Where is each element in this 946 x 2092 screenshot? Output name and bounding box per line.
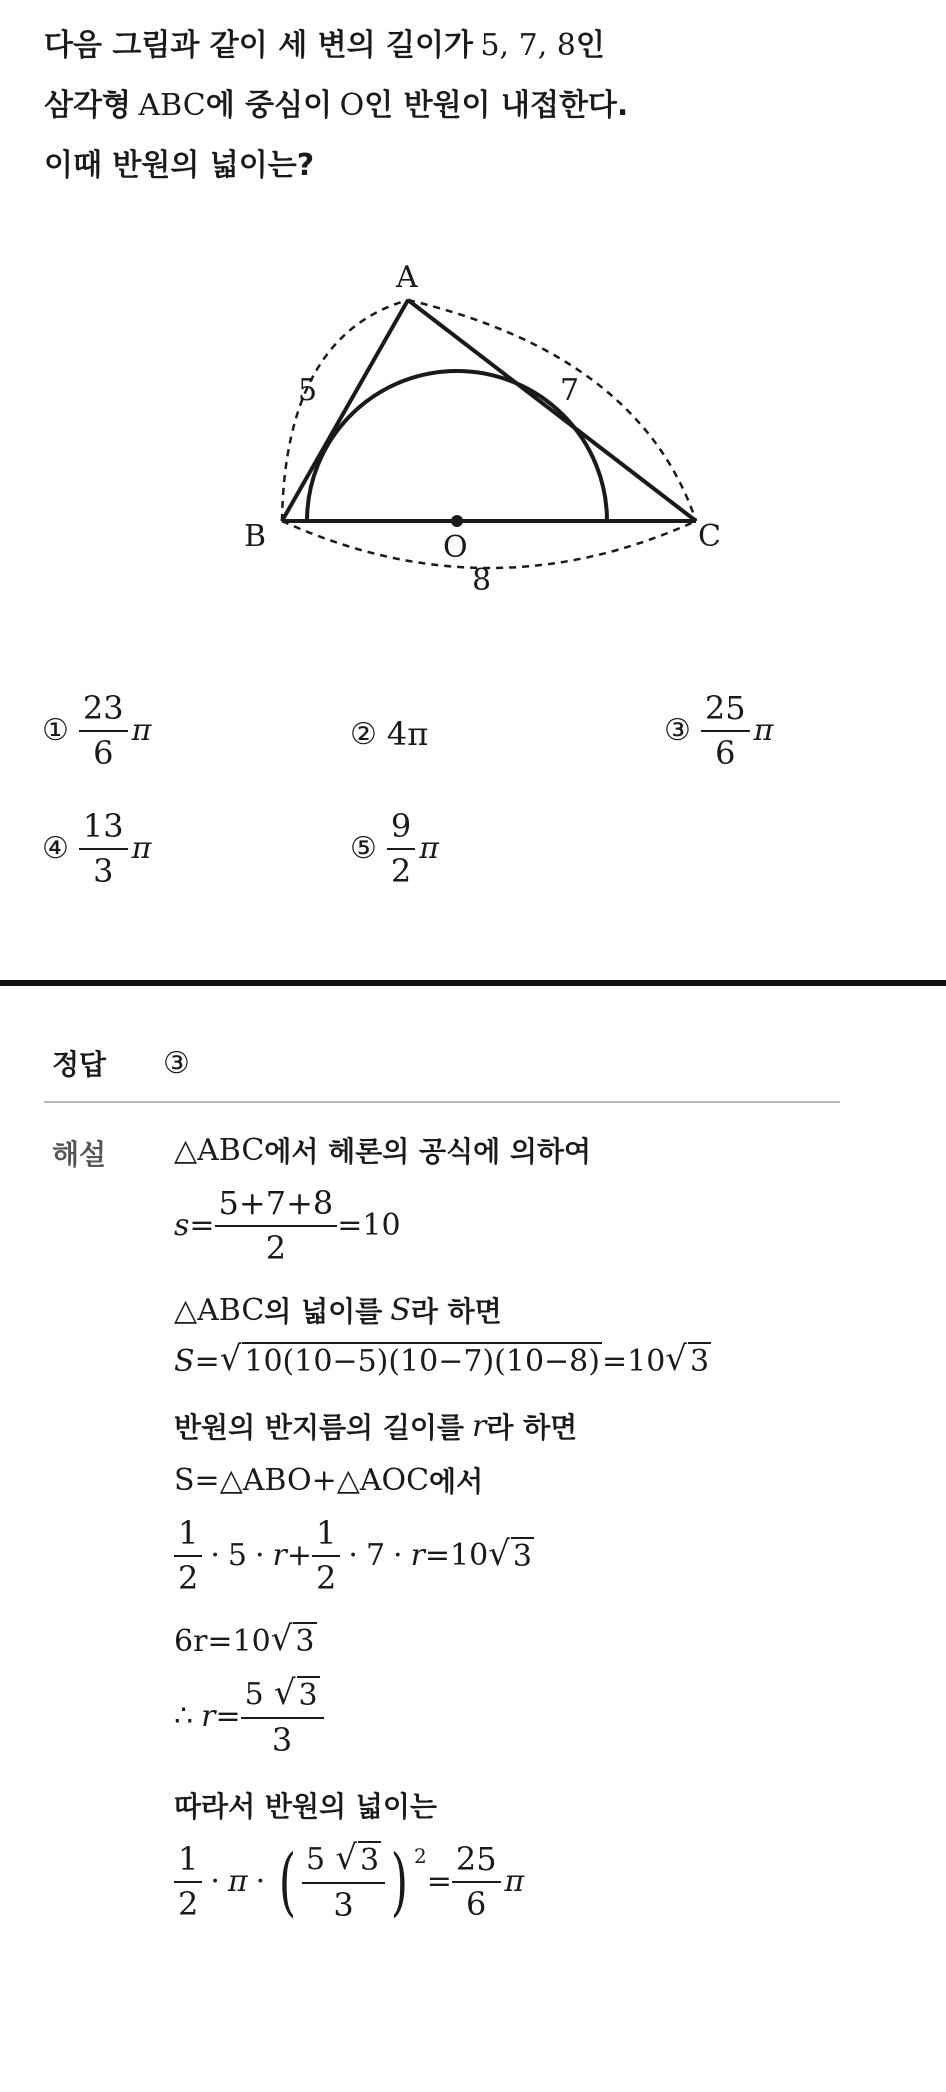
solution-line-6 <box>174 1460 483 1500</box>
square-root: √ 3 <box>665 1339 710 1379</box>
side-ab <box>282 300 408 521</box>
vertex-label-b: B <box>244 519 267 554</box>
radicand: 3 <box>298 1678 318 1713</box>
denominator: 6 <box>466 1884 487 1923</box>
side-label-ac: 7 <box>560 373 580 408</box>
math: = <box>189 1208 215 1244</box>
math-var: r <box>201 1699 216 1735</box>
fraction-bar <box>241 1717 324 1719</box>
math: S=△ABO+△AOC <box>174 1462 430 1498</box>
numerator: 5 √ 3 <box>306 1838 380 1878</box>
radicand: 3 <box>359 1843 380 1878</box>
fraction-bar <box>215 1225 338 1227</box>
math: 6r=10 <box>174 1623 271 1659</box>
solution-line-4 <box>174 1339 711 1380</box>
math-var: r <box>272 1538 287 1574</box>
question-text: 에 중심이 <box>205 88 333 123</box>
math-var: S <box>390 1292 411 1328</box>
denominator: 2 <box>178 1884 199 1923</box>
radicand: 3 <box>689 1344 710 1379</box>
denominator: 2 <box>316 1558 337 1597</box>
choice-value: 4π <box>386 715 429 753</box>
side-lengths: 5, 7, 8 <box>480 28 576 63</box>
denominator: 2 <box>178 1558 199 1597</box>
pi-symbol: π <box>504 1864 525 1900</box>
fraction-bar <box>79 848 128 850</box>
choice-2[interactable] <box>350 715 428 753</box>
solution-text: 라 하면 <box>410 1295 502 1328</box>
math: =10 <box>424 1538 489 1574</box>
vertex-label-a: A <box>396 260 418 295</box>
math: = <box>194 1343 220 1379</box>
denominator: 6 <box>93 733 114 772</box>
fraction-bar <box>302 1882 385 1884</box>
choice-4[interactable] <box>42 808 151 890</box>
center-point <box>451 515 463 527</box>
fraction <box>174 1515 202 1597</box>
fraction <box>452 1841 501 1923</box>
question-text: 이때 반원의 넓이는? <box>44 148 315 183</box>
center-name: O <box>339 88 365 123</box>
square-root: √ 3 <box>273 1673 318 1713</box>
denominator: 6 <box>715 733 736 772</box>
side-ac <box>408 300 696 521</box>
pi-symbol: π <box>753 713 774 749</box>
solution-label: 해설 <box>52 1138 107 1171</box>
radicand: 3 <box>512 1538 532 1574</box>
numerator: 25 <box>455 1840 497 1879</box>
choice-mark: ③ <box>664 713 691 749</box>
side-label-bc: 8 <box>472 563 492 598</box>
fraction-bar <box>387 848 415 850</box>
solution-text: 라 하면 <box>486 1411 578 1444</box>
math: 5 <box>227 1538 247 1574</box>
pi-symbol: π <box>131 831 152 867</box>
math: △ABC <box>174 1132 265 1168</box>
numerator: 23 <box>82 689 124 727</box>
square-root: √ 3 <box>335 1838 380 1878</box>
choice-fraction <box>701 690 750 772</box>
choice-mark: ② <box>350 716 377 752</box>
choice-1[interactable] <box>42 690 151 772</box>
math: = <box>215 1699 241 1735</box>
square-root: √ 3 <box>488 1533 532 1574</box>
numerator: 25 <box>704 689 746 727</box>
fraction <box>215 1185 338 1267</box>
solution-line-8 <box>174 1619 317 1660</box>
choice-fraction <box>79 690 128 772</box>
numerator: 5 √ 3 <box>244 1673 318 1713</box>
math: =10 <box>601 1343 666 1379</box>
fraction <box>302 1840 385 1924</box>
numerator: 1 <box>316 1514 337 1552</box>
question-text: 인 반원이 내접한다. <box>364 88 629 123</box>
choice-mark: ⑤ <box>350 831 377 867</box>
solution-text: 반원의 반지름의 길이를 <box>174 1411 464 1444</box>
choice-mark: ① <box>42 713 69 749</box>
denominator: 3 <box>93 851 114 890</box>
vertex-label-c: C <box>698 519 721 554</box>
square-root: √ 3 <box>270 1619 315 1659</box>
square-root: √ 10(10−5)(10−7)(10−8) <box>219 1339 600 1379</box>
fraction <box>312 1515 340 1597</box>
question-line-2 <box>44 86 628 126</box>
denominator: 2 <box>265 1228 287 1267</box>
math-var: r <box>471 1408 487 1444</box>
answer-label: 정답 <box>52 1048 107 1081</box>
numerator: 9 <box>390 807 412 845</box>
solution-line-1 <box>174 1130 591 1170</box>
question-line-1 <box>44 26 605 66</box>
pi-symbol: π <box>419 831 439 867</box>
numerator: 1 <box>178 1840 199 1879</box>
radicand: 10(10−5)(10−7)(10−8) <box>244 1344 600 1379</box>
solution-line-3 <box>174 1290 502 1330</box>
solution-text: 에서 헤론의 공식에 의하여 <box>264 1135 592 1168</box>
fraction-bar <box>701 730 750 732</box>
choice-3[interactable] <box>664 690 773 772</box>
fraction-bar <box>312 1555 340 1557</box>
solution-line-10 <box>174 1785 437 1825</box>
solution-line-11: $\frac{1}{2}$ · π · ( 5 √ 3 3 ) 2 = $\frac{25}{6}$ π <box>174 1840 524 1924</box>
numerator: 13 <box>82 807 124 845</box>
therefore-symbol: ∴ <box>174 1699 194 1735</box>
numerator: 5+7+8 <box>218 1184 334 1222</box>
denominator: 3 <box>271 1721 293 1759</box>
pi-symbol: π <box>131 713 152 749</box>
fraction-bar <box>174 1555 202 1557</box>
answer-rule <box>44 1101 840 1103</box>
fraction <box>241 1675 324 1759</box>
answer-value: ③ <box>163 1046 190 1081</box>
question-line-3 <box>44 146 314 186</box>
question-text: 다음 그림과 같이 세 변의 길이가 <box>44 28 473 63</box>
choice-fraction <box>79 808 128 890</box>
math-var: S <box>174 1343 195 1379</box>
math: + <box>286 1538 313 1574</box>
choice-mark: ④ <box>42 831 69 867</box>
center-label-o: O <box>443 530 468 565</box>
circumcircle-arc-bc <box>282 521 696 568</box>
question-text: 삼각형 <box>44 88 131 123</box>
section-divider <box>0 980 946 986</box>
choice-5[interactable] <box>350 808 439 890</box>
triangle-name: ABC <box>138 88 206 123</box>
math: △ABC <box>174 1292 265 1328</box>
math: =10 <box>337 1208 401 1244</box>
solution-text: 따라서 반원의 넓이는 <box>174 1790 437 1823</box>
radicand: 3 <box>295 1624 315 1659</box>
math: = <box>426 1864 452 1900</box>
math: 7 <box>365 1538 386 1574</box>
choice-fraction <box>387 808 415 890</box>
solution-line-7: $\frac{1}{2}$ · 5 · r + $\frac{1}{2}$ · 7 · r =10 √ 3 <box>174 1515 534 1597</box>
solution-text: 에서 <box>429 1465 484 1498</box>
fraction-bar <box>452 1881 501 1883</box>
side-label-ab: 5 <box>298 373 318 408</box>
exponent: 2 <box>413 1844 427 1868</box>
solution-line-5 <box>174 1406 577 1446</box>
solution-line-2 <box>174 1185 401 1267</box>
question-text: 인 <box>575 28 605 63</box>
denominator: 2 <box>390 851 412 890</box>
numerator: 1 <box>178 1514 199 1552</box>
denominator: 3 <box>333 1886 354 1924</box>
pi-symbol: π <box>227 1864 248 1900</box>
fraction <box>174 1841 202 1923</box>
math-var: s <box>174 1208 190 1244</box>
triangle-semicircle-figure <box>230 245 750 625</box>
solution-line-9 <box>174 1675 324 1759</box>
solution-text: 의 넓이를 <box>264 1295 383 1328</box>
fraction-bar <box>174 1881 202 1883</box>
fraction-bar <box>79 730 128 732</box>
